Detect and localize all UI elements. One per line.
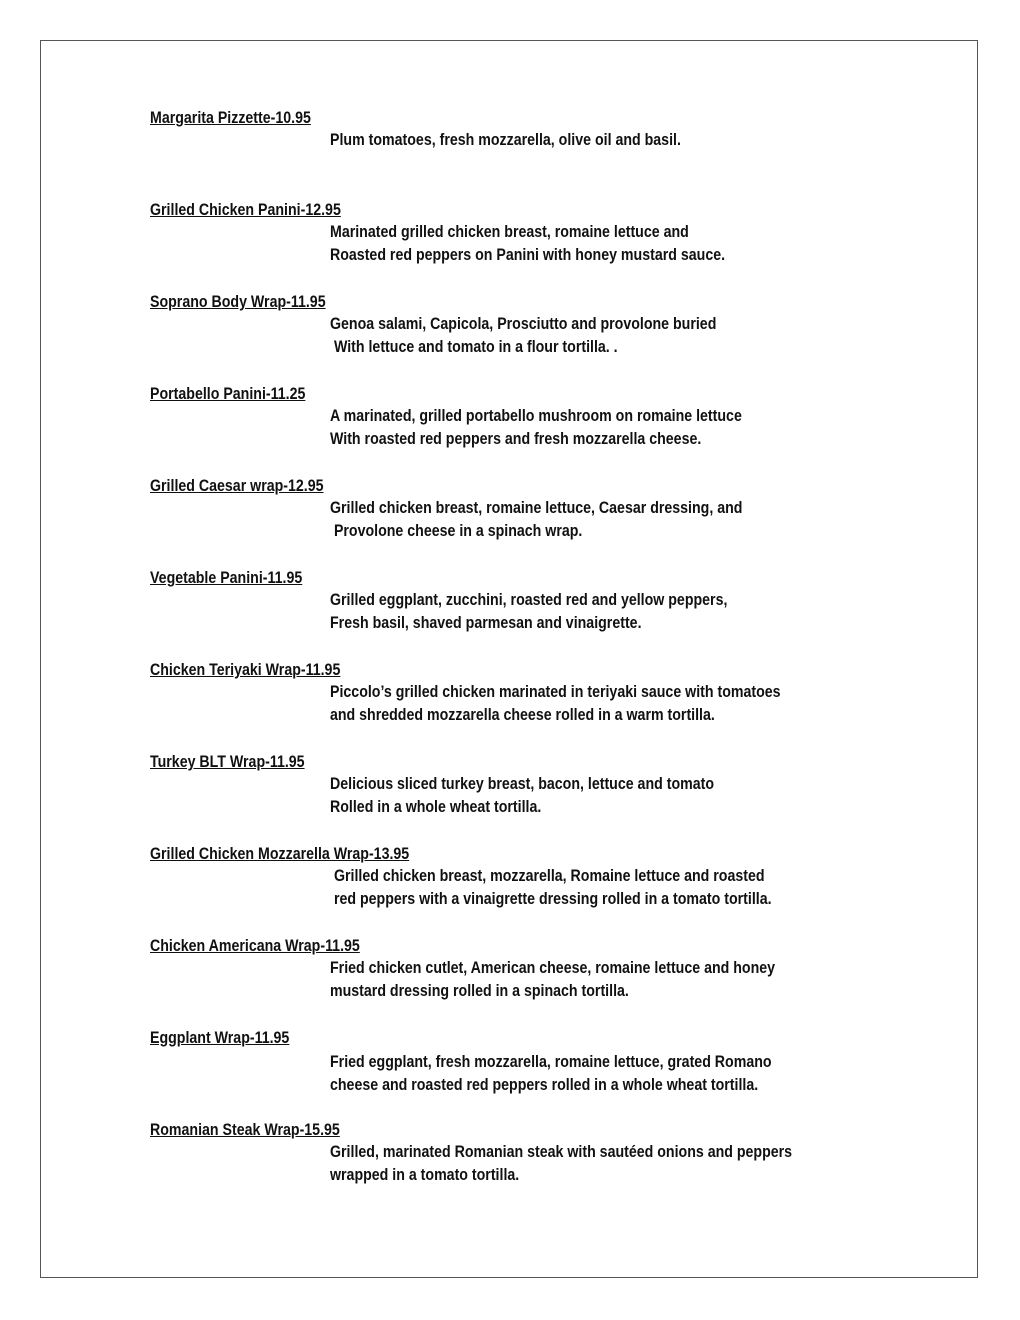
menu-item-title: Grilled Caesar wrap-12.95 [150,477,324,495]
menu-item [150,752,910,844]
menu-item-description: Piccolo’s grilled chicken marinated in teriyaki sauce with tomatoes [330,683,781,701]
menu-item-description: cheese and roasted red peppers rolled in a whole wheat tortilla. [330,1076,759,1094]
menu-item-description: Grilled chicken breast, romaine lettuce, Caesar dressing, and [330,499,743,517]
menu-item [150,384,910,476]
menu-item-description: Marinated grilled chicken breast, romaine lettuce and [330,223,689,241]
menu-item-title: Margarita Pizzette-10.95 [150,109,311,127]
menu-item-description: wrapped in a tomato tortilla. [330,1166,520,1184]
menu-item-title: Turkey BLT Wrap-11.95 [150,753,305,771]
menu-item [150,1028,910,1120]
menu-item-description: and shredded mozzarella cheese rolled in a warm tortilla. [330,706,715,724]
menu-item-description: Rolled in a whole wheat tortilla. [330,798,542,816]
menu-item [150,476,910,568]
menu-item-description: mustard dressing rolled in a spinach tortilla. [330,982,629,1000]
menu-item-title: Portabello Panini-11.25 [150,385,306,403]
menu-item-description: Fried chicken cutlet, American cheese, romaine lettuce and honey [330,959,776,977]
menu-item-description: Fried eggplant, fresh mozzarella, romaine lettuce, grated Romano [330,1053,772,1071]
menu-item-title: Grilled Chicken Panini-12.95 [150,201,341,219]
menu-item-title: Chicken Teriyaki Wrap-11.95 [150,661,341,679]
menu-item [150,108,910,200]
menu-item-description: Genoa salami, Capicola, Prosciutto and provolone buried [330,315,717,333]
menu-item-description: Roasted red peppers on Panini with honey mustard sauce. [330,246,726,264]
menu-item-description: With lettuce and tomato in a flour tortilla. . [330,338,618,356]
menu-item-description: Provolone cheese in a spinach wrap. [330,522,583,540]
menu-item [150,660,910,752]
menu-item-description: A marinated, grilled portabello mushroom on romaine lettuce [330,407,742,425]
menu-item [150,568,910,660]
menu-item-description: Fresh basil, shaved parmesan and vinaigrette. [330,614,642,632]
menu-item [150,292,910,384]
menu-item-description: Grilled eggplant, zucchini, roasted red and yellow peppers, [330,591,728,609]
menu-list [150,108,910,1212]
menu-item-title: Romanian Steak Wrap-15.95 [150,1121,340,1139]
menu-item-description: Grilled, marinated Romanian steak with sautéed onions and peppers [330,1143,793,1161]
menu-item-title: Chicken Americana Wrap-11.95 [150,937,360,955]
menu-item-title: Eggplant Wrap-11.95 [150,1029,290,1047]
menu-item-description: Grilled chicken breast, mozzarella, Romaine lettuce and roasted [330,867,765,885]
menu-item-description: Delicious sliced turkey breast, bacon, lettuce and tomato [330,775,715,793]
menu-item-description: red peppers with a vinaigrette dressing rolled in a tomato tortilla. [330,890,772,908]
menu-item-title: Soprano Body Wrap-11.95 [150,293,326,311]
menu-item [150,936,910,1028]
menu-item-title: Vegetable Panini-11.95 [150,569,303,587]
menu-item-description: Plum tomatoes, fresh mozzarella, olive oil and basil. [330,131,681,149]
menu-item [150,1120,910,1212]
menu-item-title: Grilled Chicken Mozzarella Wrap-13.95 [150,845,410,863]
menu-item-description: With roasted red peppers and fresh mozzarella cheese. [330,430,702,448]
menu-item [150,200,910,292]
menu-item [150,844,910,936]
